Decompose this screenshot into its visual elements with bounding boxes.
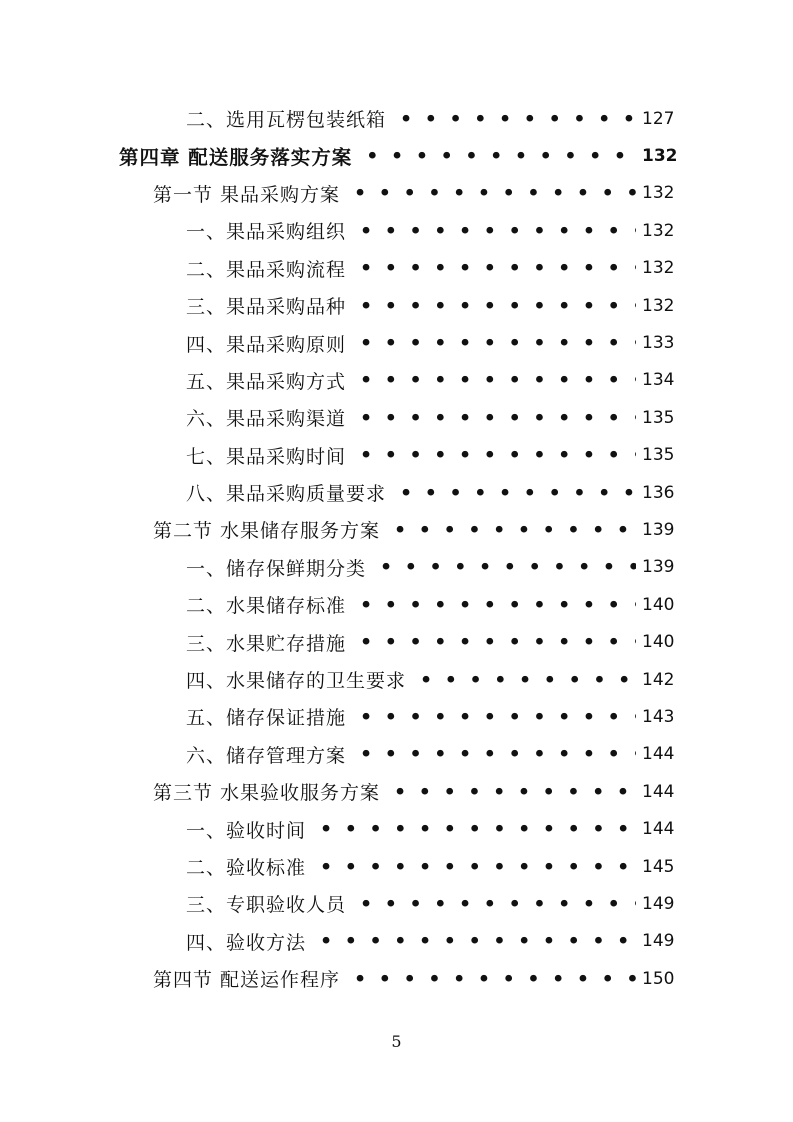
toc-entry-title: 四、果品采购原则 <box>186 333 347 356</box>
dot-leader <box>420 668 636 692</box>
toc-entry-page: 133 <box>642 333 675 354</box>
toc-entry-item[interactable] <box>0 923 793 960</box>
toc-entry-title: 五、储存保证措施 <box>186 707 347 730</box>
toc-entry-title: 一、储存保鲜期分类 <box>186 557 367 580</box>
toc-entry-title: 第二节 水果储存服务方案 <box>153 520 381 543</box>
toc-entry-section[interactable] <box>0 960 793 997</box>
toc-entry-page: 139 <box>642 557 675 578</box>
dot-leader <box>360 630 636 654</box>
dot-leader <box>400 107 636 131</box>
toc-entry-title: 第一节 果品采购方案 <box>153 183 341 206</box>
dot-leader <box>354 181 636 205</box>
dot-leader <box>354 967 636 991</box>
toc-entry-title: 第三节 水果验收服务方案 <box>153 782 381 805</box>
toc-entry-item[interactable] <box>0 437 793 474</box>
toc-entry-title: 第四章 配送服务落实方案 <box>119 146 353 170</box>
toc-entry-page: 149 <box>642 893 675 914</box>
toc-entry-title: 四、验收方法 <box>186 931 307 954</box>
toc-entry-page: 132 <box>642 146 678 167</box>
dot-leader <box>366 144 636 168</box>
dot-leader <box>360 705 636 729</box>
dot-leader <box>360 294 636 318</box>
toc-entry-section[interactable] <box>0 175 793 212</box>
dot-leader <box>360 892 636 916</box>
toc-entry-page: 139 <box>642 519 675 540</box>
toc-entry-title: 二、验收标准 <box>186 857 307 879</box>
toc-entry-title: 三、专职验收人员 <box>186 894 347 917</box>
toc-entry-item[interactable] <box>0 362 793 399</box>
toc-entry-page: 132 <box>642 220 675 241</box>
toc-entry-title: 一、果品采购组织 <box>186 221 347 244</box>
toc-entry-title: 二、果品采购流程 <box>186 258 347 281</box>
toc-entry-item[interactable] <box>0 586 793 623</box>
toc-entry-page: 127 <box>642 108 675 129</box>
dot-leader <box>360 443 636 467</box>
toc-entry-item[interactable] <box>0 810 793 847</box>
toc-entry-page: 149 <box>642 931 675 952</box>
table-of-contents <box>0 100 793 997</box>
toc-entry-item[interactable] <box>0 474 793 511</box>
toc-entry-page: 143 <box>642 706 675 727</box>
toc-entry-page: 132 <box>642 258 675 279</box>
toc-entry-page: 134 <box>642 370 675 391</box>
toc-entry-title: 六、果品采购渠道 <box>186 408 347 431</box>
toc-entry-chapter[interactable] <box>0 137 793 174</box>
toc-entry-item[interactable] <box>0 250 793 287</box>
page-number: 5 <box>391 1032 402 1051</box>
dot-leader <box>400 481 636 505</box>
toc-entry-page: 136 <box>642 482 675 503</box>
toc-entry-title: 五、果品采购方式 <box>186 370 347 393</box>
toc-entry-page: 135 <box>642 445 675 466</box>
toc-entry-page: 135 <box>642 407 675 428</box>
toc-entry-page: 144 <box>642 819 675 840</box>
toc-entry-page: 150 <box>642 968 675 989</box>
toc-entry-title: 六、储存管理方案 <box>186 744 347 767</box>
toc-entry-item[interactable] <box>0 623 793 660</box>
dot-leader <box>360 742 636 766</box>
dot-leader <box>320 855 636 879</box>
dot-leader <box>360 331 636 355</box>
dot-leader <box>394 518 636 542</box>
toc-entry-page: 145 <box>642 856 675 877</box>
toc-entry-page: 144 <box>642 744 675 765</box>
toc-entry-page: 142 <box>642 669 675 690</box>
dot-leader <box>360 406 636 430</box>
toc-entry-section[interactable] <box>0 773 793 810</box>
toc-entry-item[interactable] <box>0 848 793 885</box>
toc-entry-page: 144 <box>642 781 675 802</box>
toc-entry-title: 二、水果储存标准 <box>186 595 347 618</box>
toc-entry-title: 八、果品采购质量要求 <box>186 483 387 506</box>
toc-entry-item[interactable] <box>0 324 793 361</box>
dot-leader <box>360 256 636 280</box>
dot-leader <box>360 368 636 392</box>
toc-entry-title: 第四节 配送运作程序 <box>153 969 341 992</box>
toc-entry-item[interactable] <box>0 736 793 773</box>
dot-leader <box>380 555 636 579</box>
toc-entry-title: 七、果品采购时间 <box>186 445 347 468</box>
toc-entry-page: 132 <box>642 295 675 316</box>
dot-leader <box>360 593 636 617</box>
toc-entry-item[interactable] <box>0 399 793 436</box>
toc-entry-title: 一、验收时间 <box>186 819 307 842</box>
toc-entry-page: 140 <box>642 594 675 615</box>
dot-leader <box>394 780 636 804</box>
toc-entry-title: 二、选用瓦楞包装纸箱 <box>186 109 387 132</box>
dot-leader <box>320 929 636 953</box>
toc-entry-item[interactable] <box>0 885 793 922</box>
toc-entry-title: 三、果品采购品种 <box>186 296 347 319</box>
dot-leader <box>360 219 636 243</box>
toc-entry-item[interactable] <box>0 661 793 698</box>
toc-entry-page: 140 <box>642 632 675 653</box>
toc-entry-item[interactable] <box>0 698 793 735</box>
toc-entry-item[interactable] <box>0 100 793 137</box>
dot-leader <box>320 817 636 841</box>
toc-entry-title: 三、水果贮存措施 <box>186 632 347 655</box>
toc-entry-item[interactable] <box>0 287 793 324</box>
toc-entry-section[interactable] <box>0 511 793 548</box>
toc-entry-title: 四、水果储存的卫生要求 <box>186 670 407 693</box>
toc-entry-item[interactable] <box>0 549 793 586</box>
toc-entry-page: 132 <box>642 183 675 204</box>
toc-entry-item[interactable] <box>0 212 793 249</box>
